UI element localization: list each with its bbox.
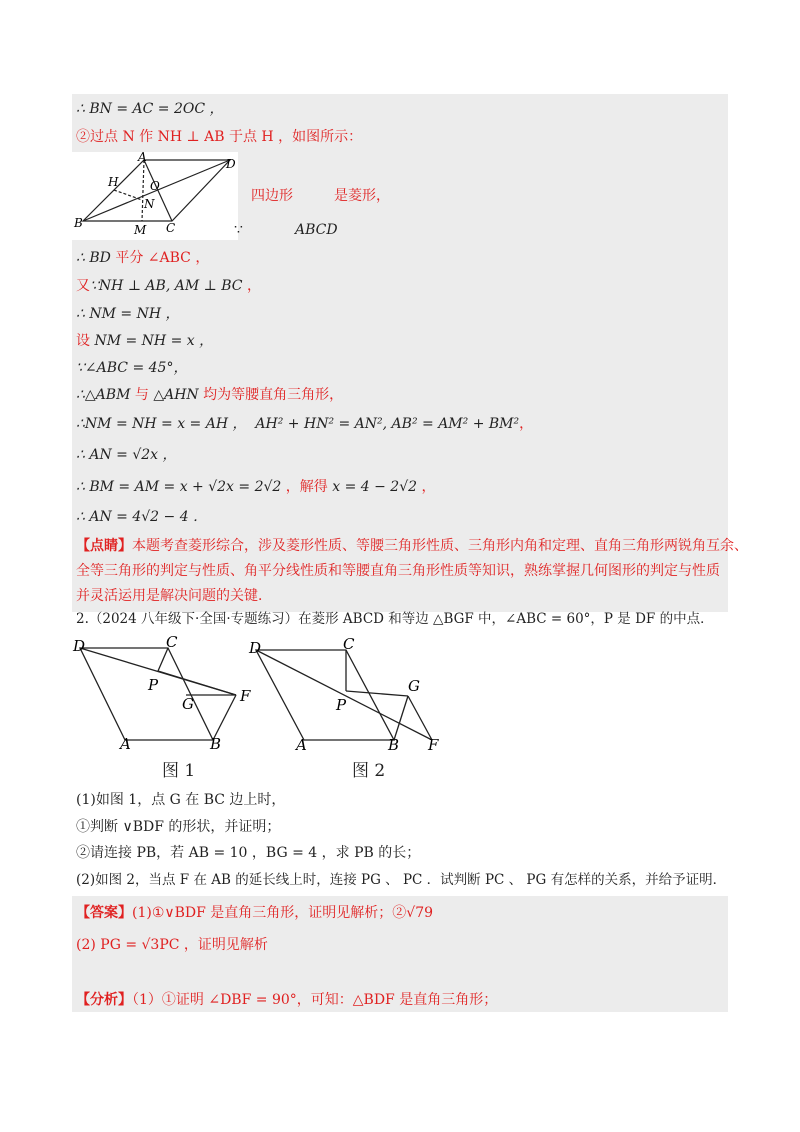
side-text-quadrilateral: 四边形 xyxy=(251,188,293,204)
fig2-label-d: D xyxy=(249,639,262,657)
figure-2-caption: 图 2 xyxy=(352,761,386,781)
figure-1-caption: 图 1 xyxy=(162,761,196,781)
fig1-label-f: F xyxy=(240,687,251,705)
fig1-label-d: D xyxy=(73,637,86,655)
fig0-label-b: B xyxy=(74,216,83,230)
fig2-label-b: B xyxy=(388,736,400,754)
answer-line-2: (2) PG = √3PC ，证明见解析 xyxy=(76,937,268,953)
line-isosceles-right: ∴△ABM 与 △AHN 均为等腰直角三角形， xyxy=(76,387,344,403)
fig0-label-c: C xyxy=(166,221,176,235)
fig1-label-b: B xyxy=(210,735,222,753)
fig0-label-n: N xyxy=(144,197,155,211)
fig2-label-f: F xyxy=(428,736,439,754)
fig0-label-a: A xyxy=(138,152,147,164)
question-1a: ①判断 ∨BDF 的形状，并证明； xyxy=(76,819,281,835)
fig2-label-g: G xyxy=(408,677,420,695)
dianjing-line-2: 全等三角形的判定与性质、角平分线性质和等腰直角三角形性质等知识，熟练掌握几何图形的判定与性质 xyxy=(76,563,720,579)
figure-1 xyxy=(70,634,260,754)
line-nm-nh: ∴ NM = NH ， xyxy=(76,306,180,322)
line-bn-ac: ∴ BN = AC = 2OC ， xyxy=(76,101,224,117)
question-2: (2)如图 2，当点 F 在 AB 的延长线上时，连接 PG 、 PC ．试判断 PC 、 PG 有怎样的关系，并给予证明． xyxy=(76,872,727,888)
rhombus-figure-abcd xyxy=(72,152,238,240)
line-angle-45: ∵∠ABC = 45°， xyxy=(76,360,188,376)
line-an-result: ∴ AN = 4√2 − 4 ． xyxy=(76,509,208,525)
line-pythagoras: ∴NM = NH = x = AH ， AH² + HN² = AN², AB² = AM² + BM²， xyxy=(76,416,534,432)
side-text-is-rhombus: 是菱形， xyxy=(334,188,390,204)
line-solve-x: ∴ BM = AM = x + √2x = 2√2 ，解得 x = 4 − 2√2 ， xyxy=(76,479,436,495)
question-1: (1)如图 1，点 G 在 BC 边上时， xyxy=(76,792,286,808)
line-construct-nh: ②过点 N 作 NH ⊥ AB 于点 H ，如图所示： xyxy=(76,129,363,145)
fig0-label-o: O xyxy=(150,179,160,193)
fig2-label-p: P xyxy=(336,696,347,714)
answer-line-1: 【答案】(1)①∨BDF 是直角三角形，证明见解析；②√79 xyxy=(76,905,434,921)
problem-2-stem: 2.（2024 八年级下·全国·专题练习）在菱形 ABCD 和等边 △BGF 中，∠ABC = 60°，P 是 DF 的中点． xyxy=(76,611,714,627)
fig1-label-p: P xyxy=(148,676,159,694)
fig0-label-h: H xyxy=(108,175,119,189)
line-let-x: 设 NM = NH = x ， xyxy=(76,333,214,349)
analysis-line: 【分析】（1）①证明 ∠DBF = 90°，可知：△BDF 是直角三角形； xyxy=(76,992,498,1008)
fig1-label-a: A xyxy=(120,735,131,753)
dianjing-line-3: 并灵活运用是解决问题的关键． xyxy=(76,588,272,604)
figure-2 xyxy=(246,636,456,756)
line-perpendiculars: 又∵NH ⊥ AB, AM ⊥ BC ， xyxy=(76,278,261,294)
dianjing-line-1: 【点睛】本题考查菱形综合，涉及菱形性质、等腰三角形性质、三角形内角和定理、直角三角形两锐角互余、 xyxy=(76,538,748,554)
fig0-label-d: D xyxy=(226,157,236,171)
side-text-because: ∵ xyxy=(234,222,243,238)
question-1b: ②请连接 PB，若 AB = 10 ，BG = 4 ，求 PB 的长； xyxy=(76,845,421,861)
fig1-label-g: G xyxy=(182,695,194,713)
side-text-abcd: ABCD xyxy=(295,222,338,238)
fig2-label-a: A xyxy=(296,736,307,754)
line-an-root2x: ∴ AN = √2x ， xyxy=(76,447,177,463)
line-bd-bisects: ∴ BD 平分 ∠ABC ， xyxy=(76,250,210,266)
fig0-label-m: M xyxy=(134,223,147,237)
fig1-label-c: C xyxy=(166,634,178,651)
fig2-label-c: C xyxy=(343,636,355,653)
